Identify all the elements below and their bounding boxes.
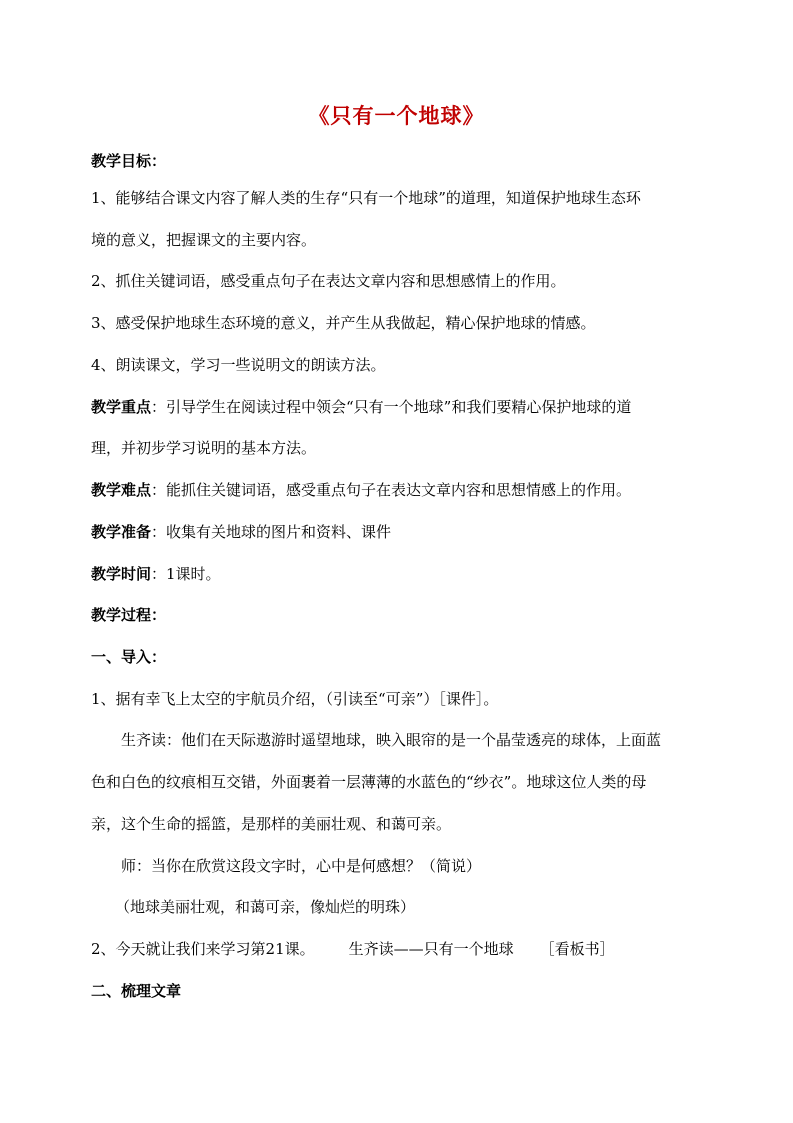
key-point-line-2: 理，并初步学习说明的基本方法。	[91, 439, 317, 457]
time-text: ：1课时。	[151, 565, 221, 583]
difficulty-line	[91, 479, 731, 501]
preparation-label: 教学准备	[91, 523, 152, 541]
reading-line-1: 生齐读：他们在天际遨游时遥望地球，映入眼帘的是一个晶莹透亮的球体，上面蓝	[121, 731, 662, 749]
goal-2: 2、抓住关键词语，感受重点句子在表达文章内容和思想感情上的作用。	[91, 272, 566, 290]
step-2-board: ［看板书］	[539, 940, 615, 958]
step-2	[91, 938, 731, 960]
teacher-question: 师：当你在欣赏这段文字时，心中是何感想？（简说）	[121, 857, 482, 875]
key-point-text: ：引导学生在阅读过程中领会“只有一个地球”和我们要精心保护地球的道	[151, 398, 632, 416]
process-heading: 教学过程：	[91, 606, 167, 624]
section-2-heading: 二、梳理文章	[91, 982, 182, 1000]
time-line	[91, 563, 731, 585]
section-1-heading: 一、导入：	[91, 648, 167, 666]
student-answer: （地球美丽壮观，和蔼可亲，像灿烂的明珠）	[115, 898, 416, 916]
difficulty-label: 教学难点	[91, 481, 152, 499]
time-label: 教学时间	[91, 565, 152, 583]
reading-line-2: 色和白色的纹痕相互交错，外面裹着一层薄薄的水蓝色的“纱衣”。地球这位人类的母	[91, 773, 647, 791]
preparation-line	[91, 521, 731, 543]
goal-4: 4、朗读课文，学习一些说明文的朗读方法。	[91, 356, 386, 374]
goal-1-line-2: 境的意义，把握课文的主要内容。	[91, 231, 317, 249]
goals-heading: 教学目标：	[91, 152, 167, 170]
reading-line-3: 亲，这个生命的摇篮，是那样的美丽壮观、和蔼可亲。	[91, 815, 452, 833]
preparation-text: ：收集有关地球的图片和资料、课件	[151, 523, 392, 541]
step-1: 1、据有幸飞上太空的宇航员介绍，（引读至“可亲”）［课件］。	[91, 690, 499, 708]
document-title: 《只有一个地球》	[308, 103, 485, 128]
key-point-line-1	[91, 396, 731, 418]
difficulty-text: ：能抓住关键词语，感受重点句子在表达文章内容和思想情感上的作用。	[151, 481, 632, 499]
goal-1-line-1: 1、能够结合课文内容了解人类的生存“只有一个地球”的道理，知道保护地球生态环	[91, 189, 641, 207]
step-2-text: 2、今天就让我们来学习第21课。	[91, 940, 315, 958]
step-2-reading: 生齐读——只有一个地球	[348, 940, 514, 958]
goal-3: 3、感受保护地球生态环境的意义，并产生从我做起，精心保护地球的情感。	[91, 314, 596, 332]
key-point-label: 教学重点	[91, 398, 152, 416]
